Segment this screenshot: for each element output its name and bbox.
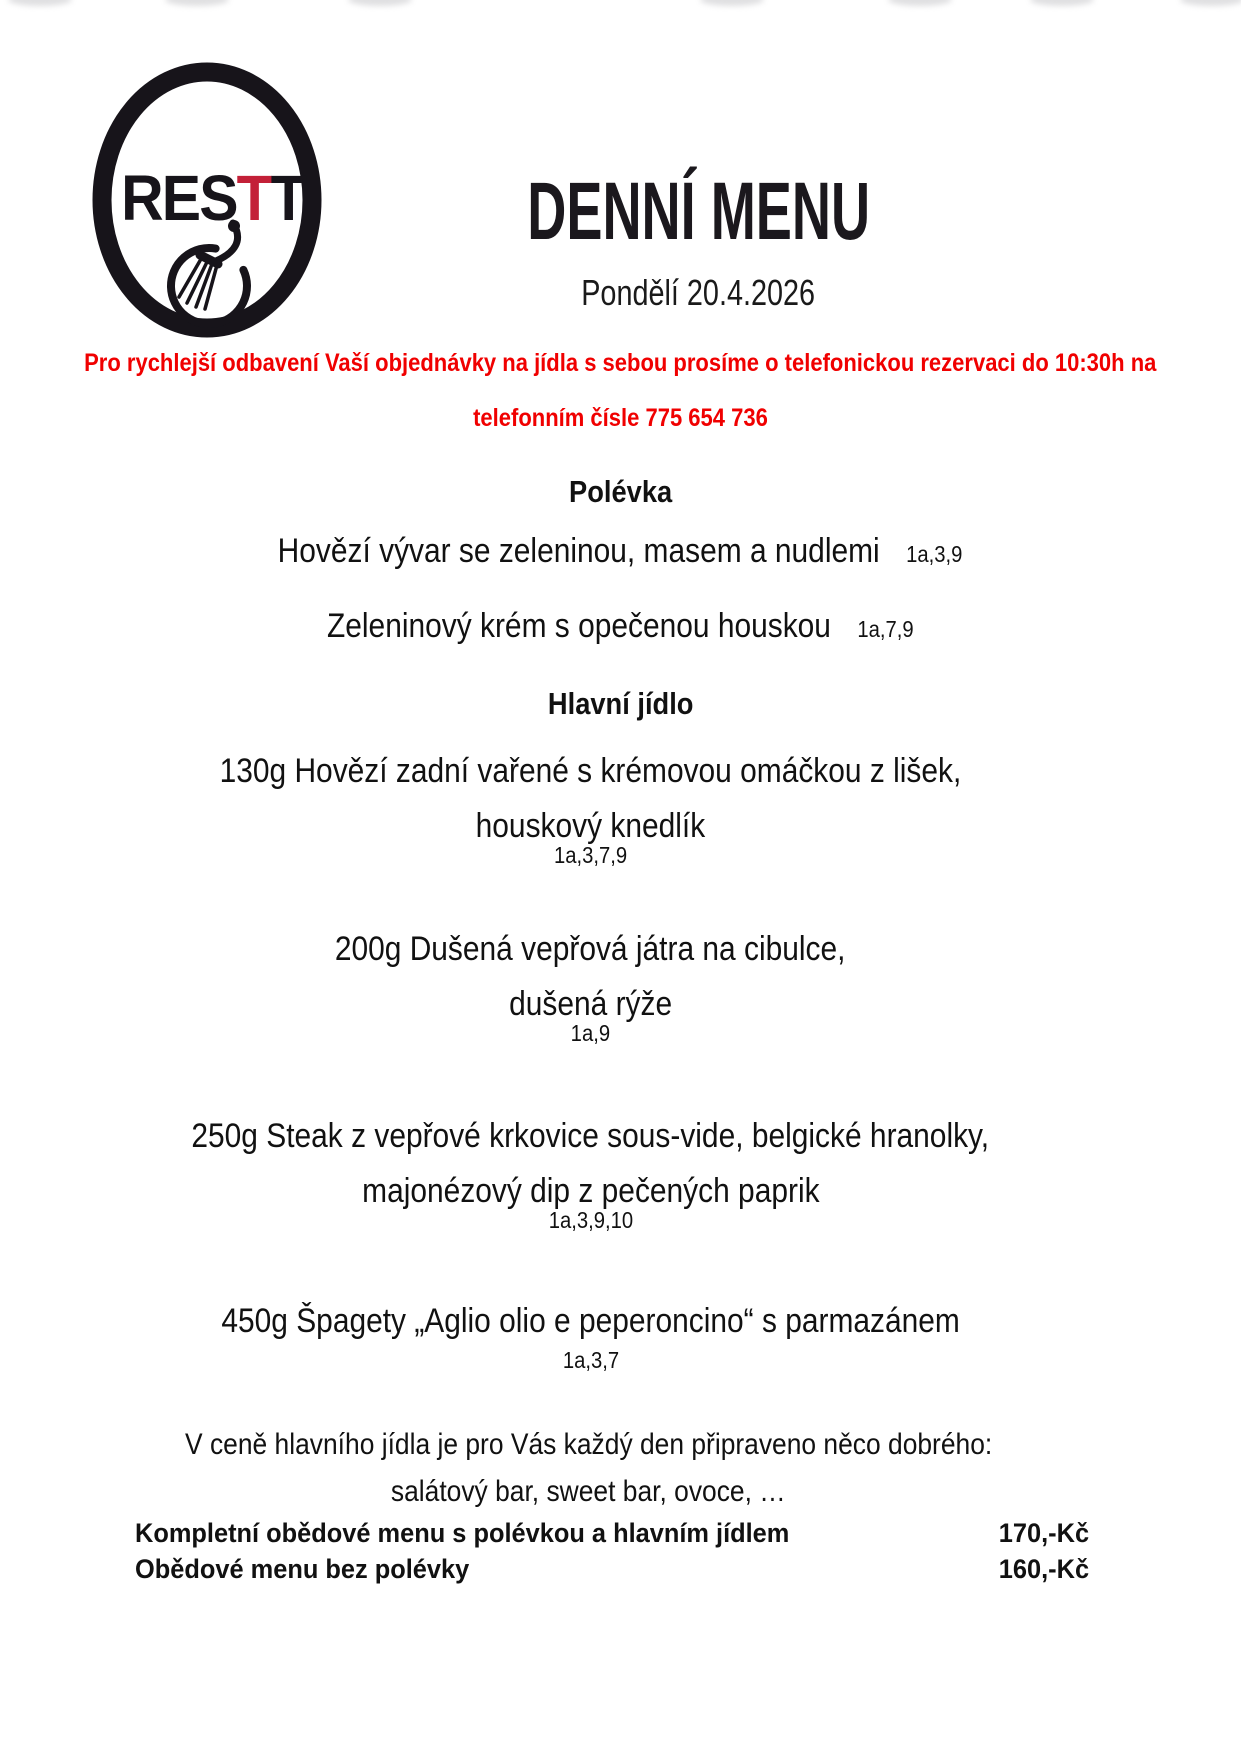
scan-smudge <box>165 0 229 6</box>
main-item-4-line-1 <box>0 1302 1241 1341</box>
scan-smudge <box>348 0 412 6</box>
logo-text-t-red: T <box>236 162 271 234</box>
logo-text-t-black: T <box>270 162 305 234</box>
dish-name: 450g Špagety „Aglio olio e peperoncino“ s parmazánem <box>221 1302 960 1340</box>
main-item-4-allergens <box>0 1347 1241 1374</box>
included-note-line-2: salátový bar, sweet bar, ovoce, … <box>391 1475 786 1508</box>
price-label: Obědové menu bez polévky <box>135 1554 470 1584</box>
price-value: 160,-Kč <box>998 1554 1089 1584</box>
dish-name: Zeleninový krém s opečenou houskou <box>327 607 832 645</box>
soup-item-2 <box>0 607 1241 646</box>
main-item-1-line-2 <box>0 807 1241 846</box>
logo-text-res: RES <box>121 162 237 234</box>
price-row-no-soup <box>135 1551 1089 1587</box>
allergen-codes: 1a,7,9 <box>857 616 914 642</box>
menu-date: Pondělí 20.4.2026 <box>581 272 816 313</box>
notice-line-2: telefonním čísle 775 654 736 <box>473 404 768 432</box>
page-title: DENNÍ MENU <box>527 166 870 257</box>
soup-item-1 <box>0 532 1241 571</box>
price-value: 170,-Kč <box>998 1518 1089 1548</box>
main-item-2-allergens <box>0 1020 1241 1047</box>
dish-side: houskový knedlík <box>475 807 706 845</box>
main-item-1-allergens <box>0 842 1241 869</box>
scan-smudge <box>8 0 72 6</box>
main-item-3-allergens <box>0 1207 1241 1234</box>
menu-date-row <box>0 272 1241 314</box>
main-item-2-line-1 <box>0 930 1241 969</box>
main-item-3-line-1 <box>0 1117 1241 1156</box>
main-item-1-line-1 <box>0 752 1241 791</box>
dish-name: 200g Dušená vepřová játra na cibulce, <box>335 930 846 968</box>
notice-line-1: Pro rychlejší odbavení Vaší objednávky na jídla s sebou prosíme o telefonickou rezervaci do 10:30h na <box>84 349 1157 377</box>
dish-name: Hovězí vývar se zeleninou, masem a nudlemi <box>278 532 881 570</box>
scan-smudge <box>1180 0 1241 6</box>
section-heading-soup: Polévka <box>568 474 673 509</box>
allergen-codes: 1a,3,9,10 <box>548 1207 633 1233</box>
allergen-codes: 1a,3,7,9 <box>553 842 628 868</box>
section-heading-mains: Hlavní jídlo <box>547 686 694 721</box>
page-title-row <box>0 166 1241 257</box>
scan-smudge <box>700 0 764 6</box>
fork-head <box>200 255 218 264</box>
allergen-codes: 1a,3,7 <box>562 1347 619 1373</box>
reservation-notice <box>0 336 1241 446</box>
main-item-3-line-2 <box>0 1172 1241 1211</box>
dish-side: majonézový dip z pečených paprik <box>361 1172 820 1210</box>
price-row-full-menu <box>135 1515 1089 1551</box>
allergen-codes: 1a,9 <box>570 1020 611 1046</box>
dish-name: 130g Hovězí zadní vařené s krémovou omáčkou z lišek, <box>219 752 962 790</box>
price-label: Kompletní obědové menu s polévkou a hlavním jídlem <box>135 1518 790 1548</box>
main-item-2-line-2 <box>0 985 1241 1024</box>
dish-side: dušená rýže <box>508 985 672 1023</box>
dish-name: 250g Steak z vepřové krkovice sous-vide, belgické hranolky, <box>191 1117 990 1155</box>
included-note-line-1: V ceně hlavního jídla je pro Vás každý den připraveno něco dobrého: <box>184 1428 993 1461</box>
scan-smudge <box>888 0 952 6</box>
scan-smudge <box>1030 0 1094 6</box>
allergen-codes: 1a,3,9 <box>906 541 963 567</box>
